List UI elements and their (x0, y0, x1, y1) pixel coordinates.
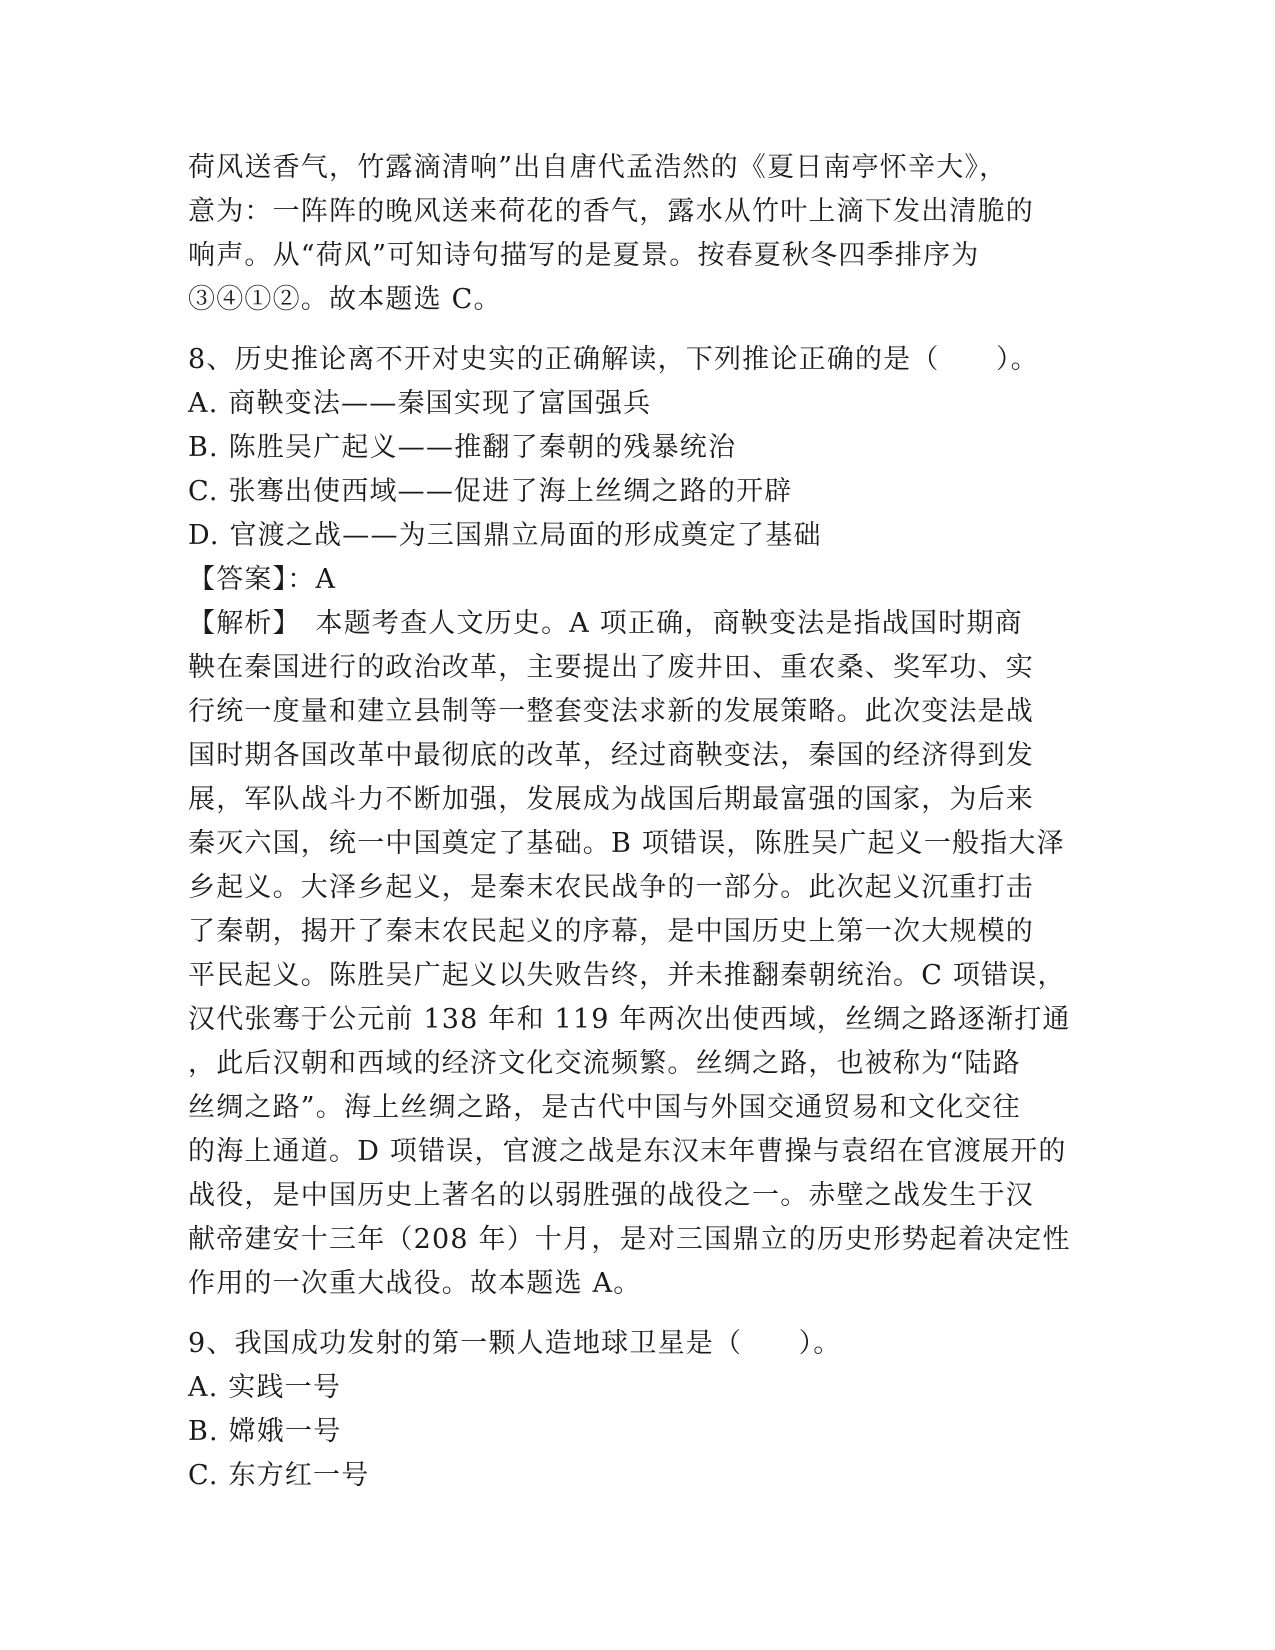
option-c: C. 张骞出使西域——促进了海上丝绸之路的开辟 (188, 476, 793, 507)
explanation-line: ③④①②。故本题选 C。 (188, 284, 502, 315)
explanation-line: 平民起义。陈胜吴广起义以失败告终，并未推翻秦朝统治。C 项错误， (188, 960, 1066, 991)
explanation-line: 了秦朝，揭开了秦末农民起义的序幕，是中国历史上第一次大规模的 (188, 916, 1034, 947)
previous-explanation (188, 146, 1088, 322)
question-9 (188, 1322, 1088, 1498)
spacer (188, 1306, 1088, 1322)
option-d: D. 官渡之战——为三国鼎立局面的形成奠定了基础 (188, 520, 822, 551)
explanation-line: 响声。从“荷风”可知诗句描写的是夏景。按春夏秋冬四季排序为 (188, 240, 980, 271)
explanation-line: 展，军队战斗力不断加强，发展成为战国后期最富强的国家，为后来 (188, 784, 1034, 815)
spacer (188, 322, 1088, 338)
option-b: B. 嫦娥一号 (188, 1416, 342, 1447)
option-b: B. 陈胜吴广起义——推翻了秦朝的残暴统治 (188, 432, 737, 463)
document-page (188, 146, 1088, 1498)
explanation-line: 【解析】 本题考查人文历史。A 项正确，商鞅变法是指战国时期商 (188, 608, 1023, 639)
explanation-line: 行统一度量和建立县制等一整套变法求新的发展策略。此次变法是战 (188, 696, 1034, 727)
explanation-line: 鞅在秦国进行的政治改革，主要提出了废井田、重农桑、奖军功、实 (188, 652, 1034, 683)
option-c: C. 东方红一号 (188, 1460, 370, 1491)
explanation-line: 荷风送香气，竹露滴清响”出自唐代孟浩然的《夏日南亭怀辛大》， (188, 152, 1008, 183)
option-a: A. 实践一号 (188, 1372, 342, 1403)
question-8 (188, 338, 1088, 1306)
option-a: A. 商鞅变法——秦国实现了富国强兵 (188, 388, 652, 419)
explanation-line: 的海上通道。D 项错误，官渡之战是东汉末年曹操与袁绍在官渡展开的 (188, 1136, 1067, 1167)
explanation-line: 汉代张骞于公元前 138 年和 119 年两次出使西域，丝绸之路逐渐打通 (188, 1004, 1071, 1035)
question-stem: 9、我国成功发射的第一颗人造地球卫星是（ ）。 (188, 1328, 842, 1359)
explanation-line: 作用的一次重大战役。故本题选 A。 (188, 1268, 642, 1299)
question-stem: 8、历史推论离不开对史实的正确解读，下列推论正确的是（ ）。 (188, 344, 1039, 375)
explanation-line: 意为：一阵阵的晚风送来荷花的香气，露水从竹叶上滴下发出清脆的 (188, 196, 1034, 227)
explanation-line: ，此后汉朝和西域的经济文化交流频繁。丝绸之路，也被称为“陆路 (188, 1048, 1021, 1079)
explanation-line: 丝绸之路”。海上丝绸之路，是古代中国与外国交通贸易和文化交往 (188, 1092, 1021, 1123)
explanation-line: 战役，是中国历史上著名的以弱胜强的战役之一。赤壁之战发生于汉 (188, 1180, 1034, 1211)
explanation-line: 乡起义。大泽乡起义，是秦末农民战争的一部分。此次起义沉重打击 (188, 872, 1034, 903)
explanation-line: 秦灭六国，统一中国奠定了基础。B 项错误，陈胜吴广起义一般指大泽 (188, 828, 1065, 859)
explanation-line: 国时期各国改革中最彻底的改革，经过商鞅变法，秦国的经济得到发 (188, 740, 1034, 771)
answer-line: 【答案】：A (188, 564, 337, 595)
explanation-line: 献帝建安十三年（208 年）十月，是对三国鼎立的历史形势起着决定性 (188, 1224, 1071, 1255)
